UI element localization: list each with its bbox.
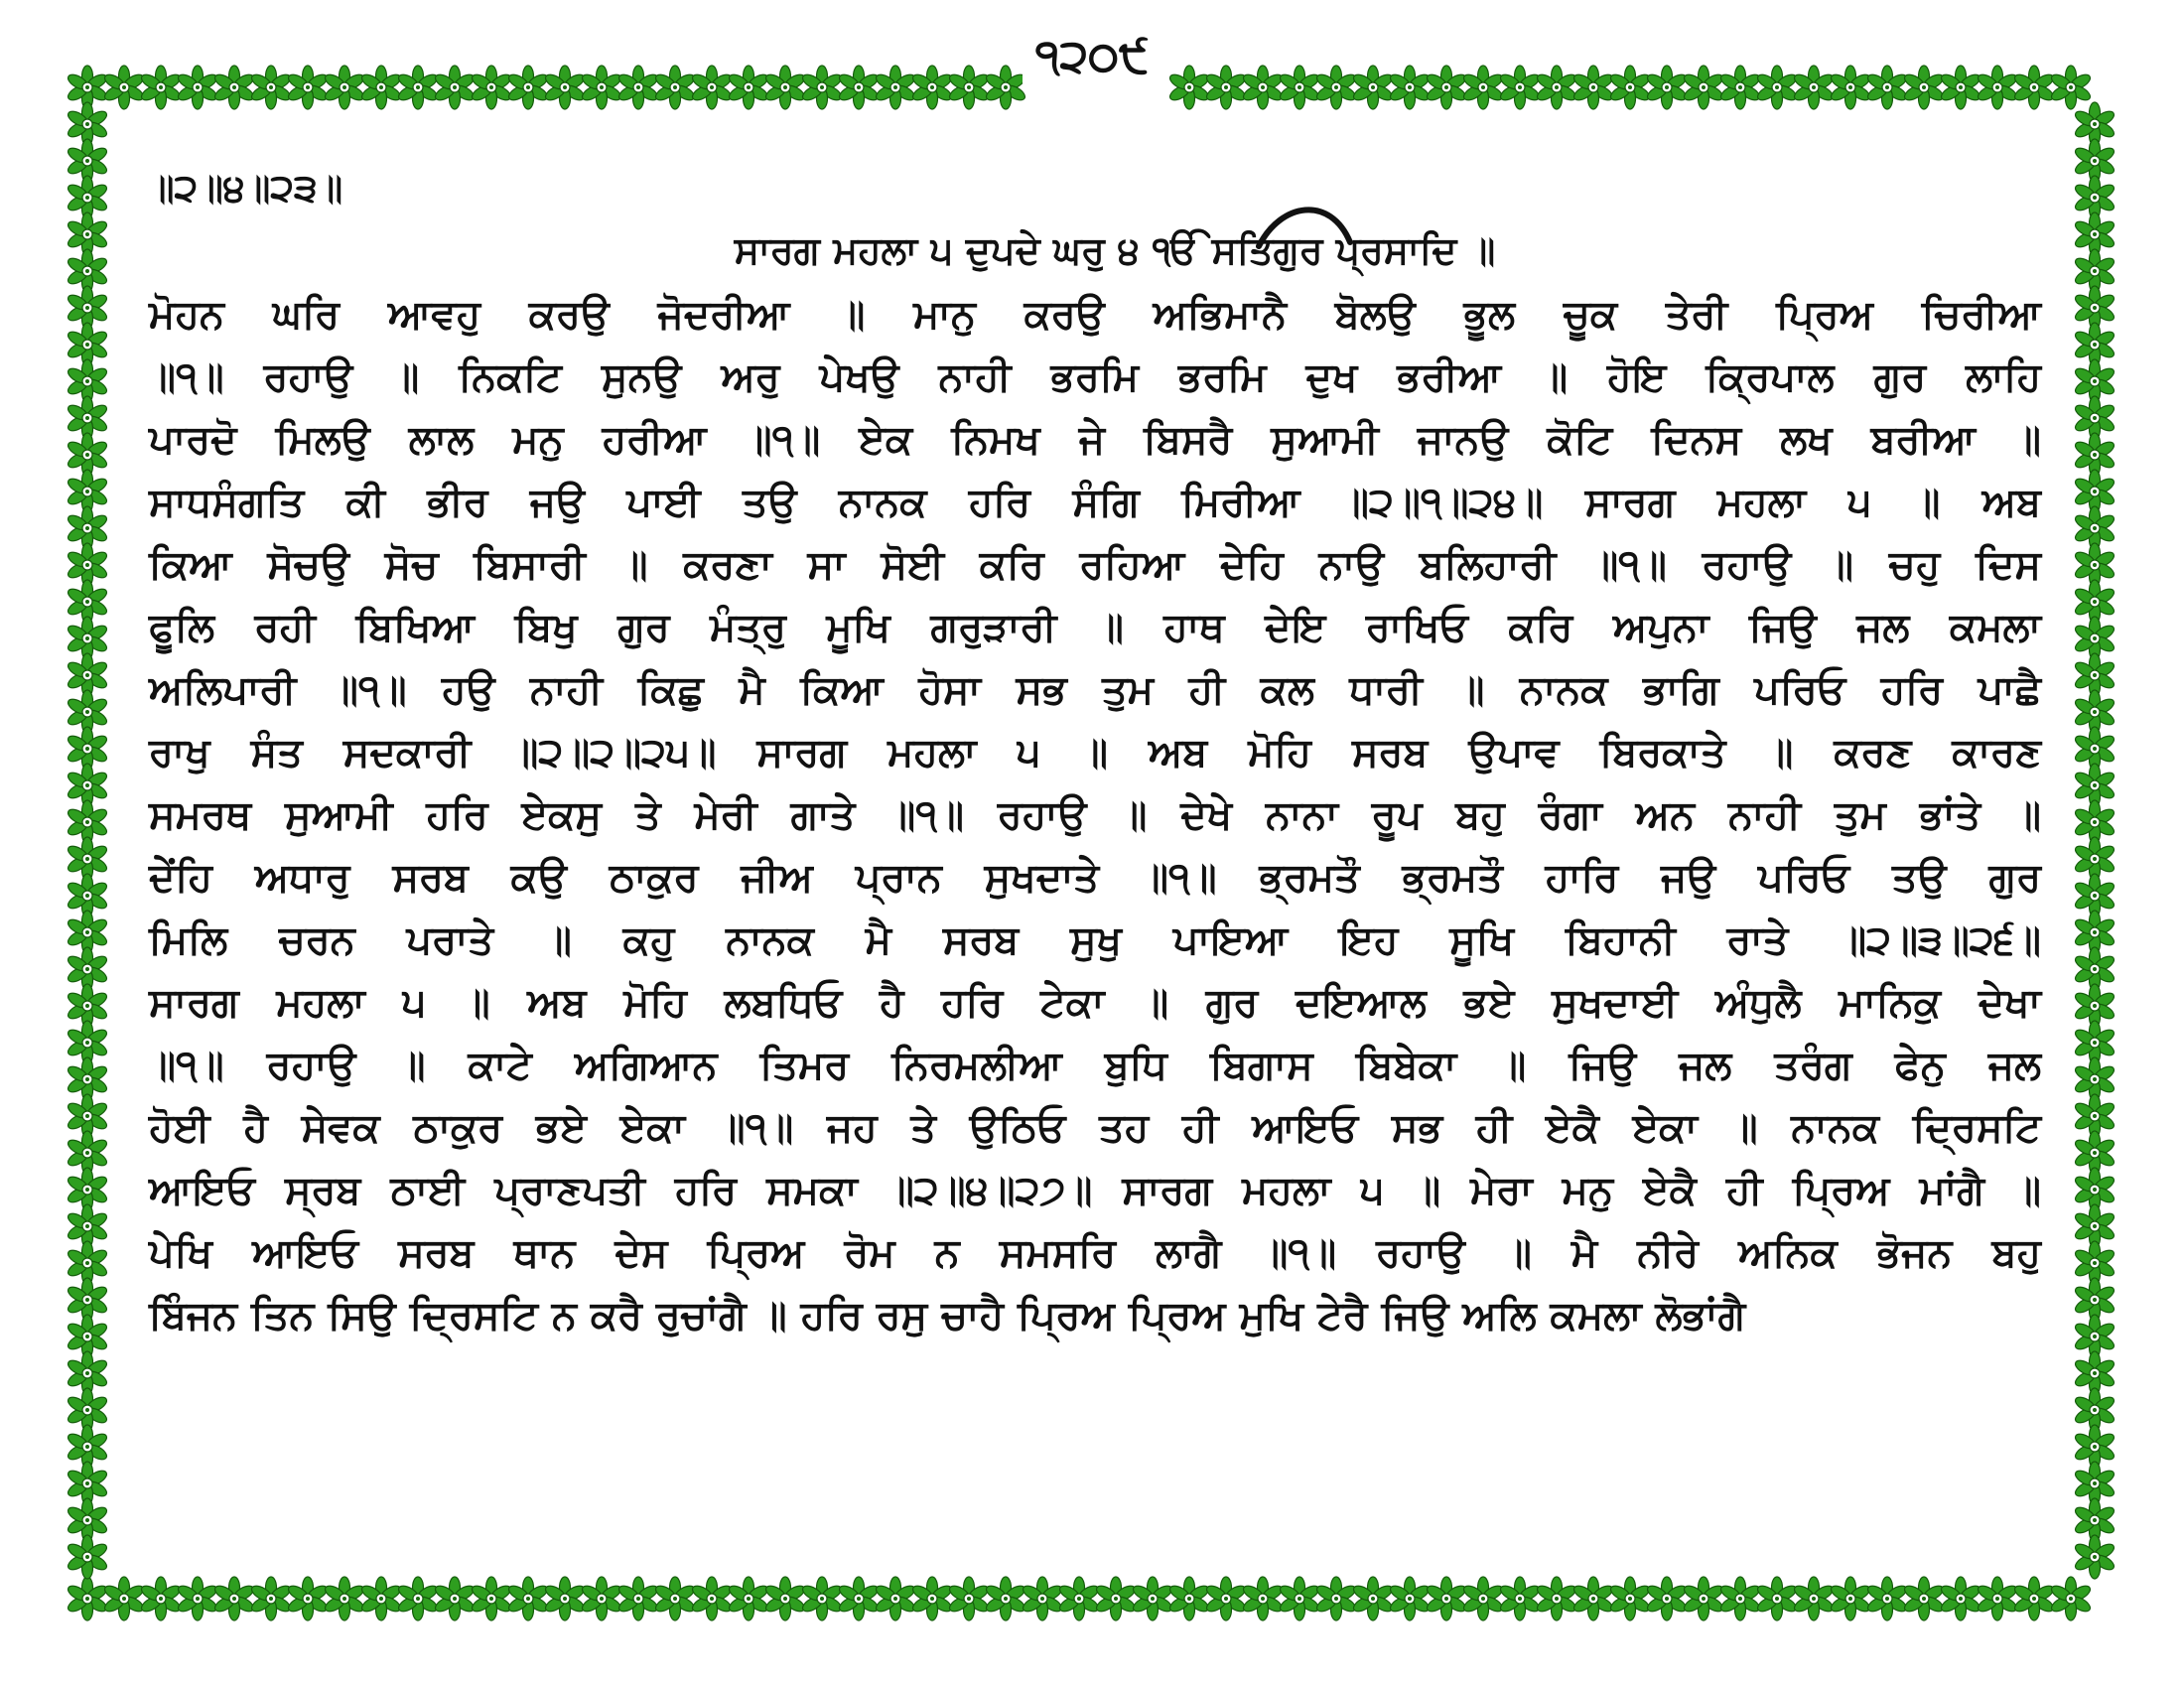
flower-icon <box>1204 66 1248 109</box>
flower-icon <box>616 1577 660 1620</box>
flower-icon <box>1976 66 2019 109</box>
flower-icon <box>1131 1577 1174 1620</box>
flower-icon <box>1241 66 1285 109</box>
flower-icon <box>2049 1577 2093 1620</box>
flower-icon <box>359 66 403 109</box>
flower-icon <box>1278 66 1321 109</box>
flower-icon <box>616 66 660 109</box>
flower-icon <box>1057 1577 1101 1620</box>
flower-icon <box>1902 1577 1946 1620</box>
flower-icon <box>1351 1577 1395 1620</box>
verse-lines <box>149 284 2041 1347</box>
flower-icon <box>1645 1577 1689 1620</box>
flower-icon <box>690 66 734 109</box>
verse-line: ਮੋਹਨ ਘਰਿ ਆਵਹੁ ਕਰਉ ਜੋਦਰੀਆ ॥ ਮਾਨੁ ਕਰਉ ਅਭਿਮਾਨੈ ਬੋਲਉ ਭੂਲ ਚੂਕ ਤੇਰੀ ਪ੍ਰਿਅ ਚਿਰੀਆ <box>149 292 2041 338</box>
verse-line: ਪਾਰਦੋ ਮਿਲਉ ਲਾਲ ਮਨੁ ਹਰੀਆ ॥੧॥ ਏਕ ਨਿਮਖ ਜੇ ਬਿਸਰੈ ਸੁਆਮੀ ਜਾਨਉ ਕੋਟਿ ਦਿਨਸ ਲਖ ਬਰੀਆ ॥ <box>149 417 2041 463</box>
flower-icon <box>837 1577 881 1620</box>
flower-icon <box>1939 66 1982 109</box>
flower-icon <box>1241 1577 1285 1620</box>
flower-icon <box>1461 1577 1505 1620</box>
flower-icon <box>1094 1577 1138 1620</box>
flower-icon <box>1425 66 1468 109</box>
flower-icon <box>249 66 293 109</box>
flower-icon <box>359 1577 403 1620</box>
flower-icon <box>1571 66 1615 109</box>
heading-text: ਸਾਰਗ ਮਹਲਾ ੫ ਦੁਪਦੇ ਘਰੁ ੪ ੴ ਸਤਿਗੁਰ ਪ੍ਰਸਾਦਿ ॥ <box>734 228 1496 272</box>
verse-line: ਹੋਈ ਹੈ ਸੇਵਕ ਠਾਕੁਰ ਭਏ ਏਕਾ ॥੧॥ ਜਹ ਤੇ ਉਠਿਓ ਤਹ ਹੀ ਆਇਓ ਸਭ ਹੀ ਏਕੈ ਏਕਾ ॥ ਨਾਨਕ ਦ੍ਰਿਸਟਿ <box>149 1105 2041 1151</box>
flower-icon <box>470 66 513 109</box>
flower-icon <box>1829 1577 1872 1620</box>
verse-line: ਮਿਲਿ ਚਰਨ ਪਰਾਤੇ ॥ ਕਹੁ ਨਾਨਕ ਮੈ ਸਰਬ ਸੁਖੁ ਪਾਇਆ ਇਹ ਸੂਖਿ ਬਿਹਾਨੀ ਰਾਤੇ ॥੨॥੩॥੨੬॥ <box>149 917 2041 963</box>
flower-icon <box>66 1577 109 1620</box>
section-heading <box>149 216 2041 284</box>
flower-icon <box>139 66 183 109</box>
flower-icon <box>1535 1577 1578 1620</box>
flower-icon <box>323 1577 366 1620</box>
flower-icon <box>212 66 256 109</box>
flower-icon <box>874 1577 917 1620</box>
flower-icon <box>286 66 330 109</box>
flower-icon <box>470 1577 513 1620</box>
flower-icon <box>1608 66 1652 109</box>
flower-icon <box>1608 1577 1652 1620</box>
flower-icon <box>1204 1577 1248 1620</box>
flower-icon <box>984 66 1027 109</box>
flower-icon <box>1645 66 1689 109</box>
flower-icon <box>2012 66 2056 109</box>
flower-icon <box>1388 1577 1432 1620</box>
verse-line: ਸਾਰਗ ਮਹਲਾ ੫ ॥ ਅਬ ਮੋਹਿ ਲਬਧਿਓ ਹੈ ਹਰਿ ਟੇਕਾ ॥ ਗੁਰ ਦਇਆਲ ਭਏ ਸੁਖਦਾਈ ਅੰਧੁਲੈ ਮਾਨਿਕੁ ਦੇਖਾ <box>149 980 2041 1026</box>
flower-icon <box>800 66 844 109</box>
verse-line: ਬਿੰਜਨ ਤਿਨ ਸਿਉ ਦ੍ਰਿਸਟਿ ਨ ਕਰੈ ਰੁਚਾਂਗੈ ॥ ਹਰਿ ਰਸੁ ਚਾਹੈ ਪ੍ਰਿਅ ਪ੍ਰਿਅ ਮੁਖਿ ਟੇਰੈ ਜਿਉ ਅਲਿ ਕਮਲਾ ਲੋਭਾਂਗੈ <box>149 1293 1746 1338</box>
flower-icon <box>1314 1577 1358 1620</box>
flower-icon <box>837 66 881 109</box>
flower-icon <box>1425 1577 1468 1620</box>
flower-icon <box>763 66 807 109</box>
verse-line: ਦੇਂਹਿ ਅਧਾਰੁ ਸਰਬ ਕਉ ਠਾਕੁਰ ਜੀਅ ਪ੍ਰਾਨ ਸੁਖਦਾਤੇ ॥੧॥ ਭ੍ਰਮਤੌ ਭ੍ਰਮਤੌ ਹਾਰਿ ਜਉ ਪਰਿਓ ਤਉ ਗੁਰ <box>149 855 2041 901</box>
flower-icon <box>1571 1577 1615 1620</box>
verse-line: ॥੧॥ ਰਹਾਉ ॥ ਨਿਕਟਿ ਸੁਨਉ ਅਰੁ ਪੇਖਉ ਨਾਹੀ ਭਰਮਿ ਭਰਮਿ ਦੁਖ ਭਰੀਆ ॥ ਹੋਇ ਕ੍ਰਿਪਾਲ ਗੁਰ ਲਾਹਿ <box>149 354 2041 400</box>
flower-icon <box>727 1577 770 1620</box>
verse-line: ਅਲਿਪਾਰੀ ॥੧॥ ਹਉ ਨਾਹੀ ਕਿਛੁ ਮੈ ਕਿਆ ਹੋਸਾ ਸਭ ਤੁਮ ਹੀ ਕਲ ਧਾਰੀ ॥ ਨਾਨਕ ਭਾਗਿ ਪਰਿਓ ਹਰਿ ਪਾਛੈ <box>149 667 2041 713</box>
verse-line: ॥੧॥ ਰਹਾਉ ॥ ਕਾਟੇ ਅਗਿਆਨ ਤਿਮਰ ਨਿਰਮਲੀਆ ਬੁਧਿ ਬਿਗਾਸ ਬਿਬੇਕਾ ॥ ਜਿਉ ਜਲ ਤਰੰਗ ਫੇਨੁ ਜਲ <box>149 1043 2041 1088</box>
flower-icon <box>1682 66 1725 109</box>
flower-icon <box>1021 1577 1064 1620</box>
flower-icon <box>1865 1577 1909 1620</box>
flower-icon <box>653 1577 697 1620</box>
flower-icon <box>1167 66 1211 109</box>
flower-icon <box>1498 66 1542 109</box>
flower-icon <box>102 1577 146 1620</box>
flower-icon <box>506 1577 550 1620</box>
flower-icon <box>543 66 587 109</box>
flower-icon <box>984 1577 1027 1620</box>
flower-icon <box>1755 1577 1799 1620</box>
flower-icon <box>1976 1577 2019 1620</box>
flower-icon <box>1314 66 1358 109</box>
flower-icon <box>1461 66 1505 109</box>
flower-icon <box>1792 66 1836 109</box>
flower-icon <box>286 1577 330 1620</box>
flower-icon <box>1718 66 1762 109</box>
flower-icon <box>66 1535 109 1579</box>
flower-icon <box>910 1577 954 1620</box>
flower-icon <box>947 1577 991 1620</box>
ik-onkar-arc-icon <box>1251 195 1360 254</box>
verse-line: ਰਾਖੁ ਸੰਤ ਸਦਕਾਰੀ ॥੨॥੨॥੨੫॥ ਸਾਰਗ ਮਹਲਾ ੫ ॥ ਅਬ ਮੋਹਿ ਸਰਬ ਉਪਾਵ ਬਿਰਕਾਤੇ ॥ ਕਰਣ ਕਾਰਣ <box>149 730 2041 775</box>
flower-icon <box>433 66 477 109</box>
verse-line: ਸਾਧਸੰਗਤਿ ਕੀ ਭੀਰ ਜਉ ਪਾਈ ਤਉ ਨਾਨਕ ਹਰਿ ਸੰਗਿ ਮਿਰੀਆ ॥੨॥੧॥੨੪॥ ਸਾਰਗ ਮਹਲਾ ੫ ॥ ਅਬ <box>149 480 2041 525</box>
flower-icon <box>1535 66 1578 109</box>
verse-line: ਆਇਓ ਸ੍ਰਬ ਠਾਈ ਪ੍ਰਾਣਪਤੀ ਹਰਿ ਸਮਕਾ ॥੨॥੪॥੨੭॥ ਸਾਰਗ ਮਹਲਾ ੫ ॥ ਮੇਰਾ ਮਨੁ ਏਕੈ ਹੀ ਪ੍ਰਿਅ ਮਾਂਗੈ ॥ <box>149 1168 2041 1213</box>
verse-number: ॥੨॥੪॥੨੩॥ <box>149 166 343 210</box>
flower-icon <box>1351 66 1395 109</box>
verse-line: ਪੇਖਿ ਆਇਓ ਸਰਬ ਥਾਨ ਦੇਸ ਪ੍ਰਿਅ ਰੋਮ ਨ ਸਮਸਰਿ ਲਾਗੈ ॥੧॥ ਰਹਾਉ ॥ ਮੈ ਨੀਰੇ ਅਨਿਕ ਭੋਜਨ ਬਹੁ <box>149 1230 2041 1276</box>
flower-icon <box>910 66 954 109</box>
flower-icon <box>1718 1577 1762 1620</box>
flower-icon <box>800 1577 844 1620</box>
flower-icon <box>1829 66 1872 109</box>
scripture-text <box>149 159 2041 1347</box>
flower-icon <box>212 1577 256 1620</box>
page-number: ੧੨੦੯ <box>1023 28 1161 83</box>
flower-icon <box>249 1577 293 1620</box>
flower-icon <box>506 66 550 109</box>
flower-icon <box>580 1577 623 1620</box>
flower-icon <box>947 66 991 109</box>
flower-icon <box>1167 1577 1211 1620</box>
flower-icon <box>874 66 917 109</box>
flower-icon <box>653 66 697 109</box>
flower-icon <box>1388 66 1432 109</box>
verse-line: ਕਿਆ ਸੋਚਉ ਸੋਚ ਬਿਸਾਰੀ ॥ ਕਰਣਾ ਸਾ ਸੋਈ ਕਰਿ ਰਹਿਆ ਦੇਹਿ ਨਾਉ ਬਲਿਹਾਰੀ ॥੧॥ ਰਹਾਉ ॥ ਚਹੁ ਦਿਸ <box>149 542 2041 588</box>
flower-icon <box>323 66 366 109</box>
flower-icon <box>763 1577 807 1620</box>
verse-line: ਫੂਲਿ ਰਹੀ ਬਿਖਿਆ ਬਿਖੁ ਗੁਰ ਮੰਤ੍ਰੁ ਮੂਖਿ ਗਰੁੜਾਰੀ ॥ ਹਾਥ ਦੇਇ ਰਾਖਿਓ ਕਰਿ ਅਪੁਨਾ ਜਿਉ ਜਲ ਕਮਲਾ <box>149 605 2041 650</box>
flower-icon <box>1755 66 1799 109</box>
flower-icon <box>176 1577 219 1620</box>
flower-icon <box>139 1577 183 1620</box>
flower-icon <box>396 66 440 109</box>
flower-icon <box>1498 1577 1542 1620</box>
flower-icon <box>396 1577 440 1620</box>
flower-icon <box>1902 66 1946 109</box>
flower-icon <box>433 1577 477 1620</box>
flower-icon <box>2073 1535 2116 1579</box>
flower-icon <box>727 66 770 109</box>
flower-icon <box>2012 1577 2056 1620</box>
flower-icon <box>580 66 623 109</box>
flower-icon <box>1682 1577 1725 1620</box>
flower-icon <box>2049 66 2093 109</box>
flower-icon <box>690 1577 734 1620</box>
flower-icon <box>1792 1577 1836 1620</box>
flower-icon <box>543 1577 587 1620</box>
verse-line: ਸਮਰਥ ਸੁਆਮੀ ਹਰਿ ਏਕਸੁ ਤੇ ਮੇਰੀ ਗਾਤੇ ॥੧॥ ਰਹਾਉ ॥ ਦੇਖੇ ਨਾਨਾ ਰੂਪ ਬਹੁ ਰੰਗਾ ਅਨ ਨਾਹੀ ਤੁਮ ਭਾਂਤੇ ॥ <box>149 792 2041 838</box>
flower-icon <box>1939 1577 1982 1620</box>
flower-icon <box>1278 1577 1321 1620</box>
flower-icon <box>102 66 146 109</box>
flower-icon <box>176 66 219 109</box>
flower-icon <box>1865 66 1909 109</box>
